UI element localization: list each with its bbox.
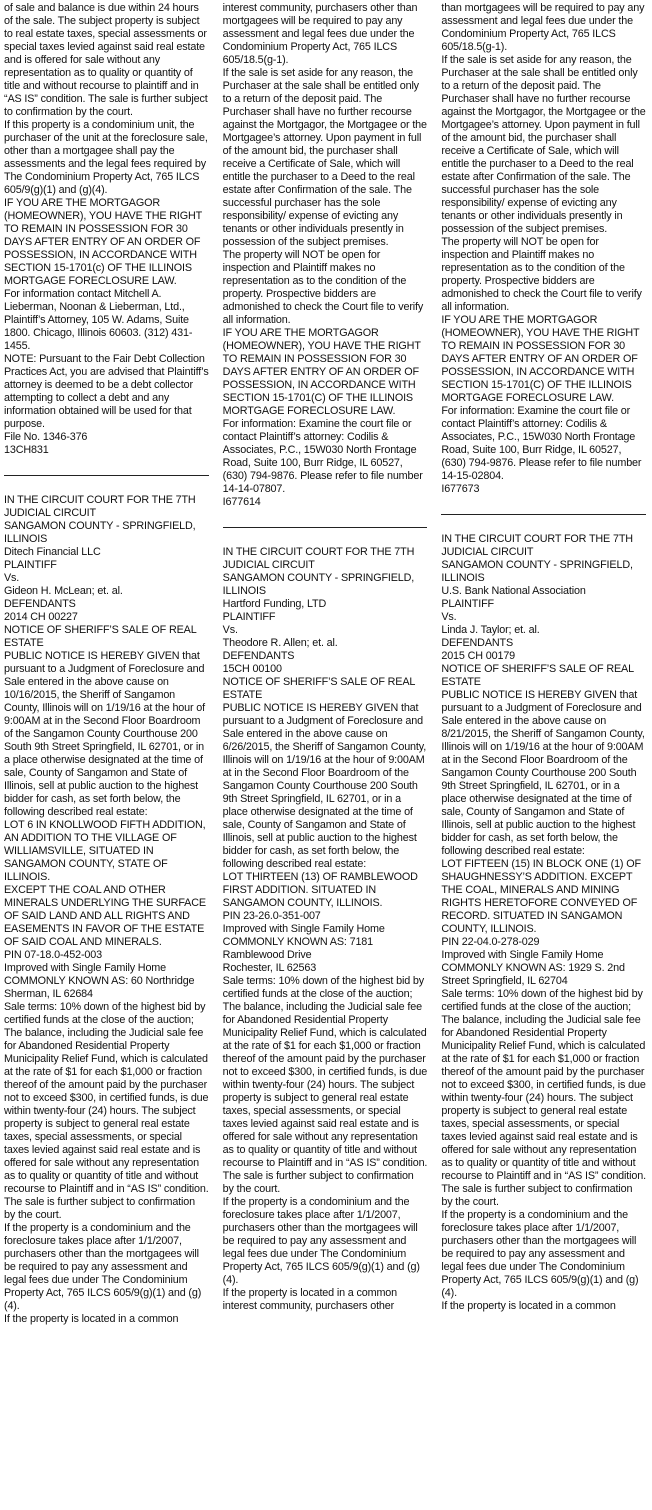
notice-paragraph: The property will NOT be open for inspection and Plaintiff makes no representation as to the condition of the property. Prospective bidders are admonished to check the Court file to verify all information.	[222, 249, 426, 326]
notice-paragraph: IN THE CIRCUIT COURT FOR THE 7TH JUDICIAL CIRCUIT	[4, 494, 199, 519]
notice-paragraph: If the property is a condominium and the foreclosure takes place after 1/1/2007, purchasers other than the mortgagees will be required to pay any assessment and legal fees due under The Condominium Property Act, 765 ILCS 605/9(g)(1) and (g)(4).	[222, 1196, 421, 1286]
notice-paragraph: Sale terms: 10% down of the highest bid by certified funds at the close of the auction; The balance, including the Judicial sale fee for Abandoned Residential Property Municipality Relief Fund, which is calculated at the rate of $1 for each $1,000 or fraction thereof of the amount paid by the purchaser not to exceed $300, in certified funds, is due within twenty-four (24) hours. The subject property is subject to general real estate taxes, special assessments, or special taxes levied against said real estate and is offered for sale without any representation as to quality or quantity of title and without recourse to Plaintiff and in “AS IS” condition. The sale is further subject to confirmation by the court.	[441, 988, 649, 1208]
notice-paragraph: Vs.	[4, 572, 20, 584]
legal-notice	[441, 2, 649, 496]
notice-paragraph: IF YOU ARE THE MORTGAGOR (HOMEOWNER), YOU HAVE THE RIGHT TO REMAIN IN POSSESSION FOR 30 DAYS AFTER ENTRY OF AN ORDER OF POSSESSION, IN ACCORDANCE WITH SECTION 15-1701(c) OF THE ILLINOIS MORTGAGE FORECLOSURE LAW.	[4, 197, 205, 287]
notice-paragraph: Sale terms: 10% down of the highest bid by certified funds at the close of the auction; The balance, including the Judicial sale fee for Abandoned Residential Property Municipality Relief Fund, which is calculated at the rate of $1 for each $1,000 or fraction thereof of the amount paid by the purchaser not to exceed $300, in certified funds, is due within twenty-four (24) hours. The subject property is subject to general real estate taxes, special assessments, or special taxes levied against said real estate and is offered for sale without any representation as to quality or quantity of title and without recourse to Plaintiff and in “AS IS” condition. The sale is further subject to confirmation by the court.	[4, 1001, 212, 1221]
notice-paragraph: COMMONLY KNOWN AS: 1929 S. 2nd Street Springfield, IL 62704	[441, 962, 628, 987]
notice-paragraph: For information: Examine the court file or contact Plaintiff’s attorney: Codilis & Associates, P.C., 15W030 North Frontage Road, Suite 100, Burr Ridge, IL 60527, (630) 794-9876. Please refer to file number 14-14-07807.	[222, 418, 426, 495]
notice-paragraph: If the sale is set aside for any reason, the Purchaser at the sale shall be entitled only to a return of the deposit paid. The Purchaser shall have no further recourse against the Mortgagor, the Mortgagee or the Mortgagee’s attorney. Upon payment in full of the amount bid, the purchaser shall receive a Certificate of Sale, which will entitle the purchaser to a Deed to the real estate after Confirmation of the sale. The successful purchaser has the sole responsibility/ expense of evicting any tenants or other individuals presently in possession of the subject premises.	[222, 67, 430, 248]
notice-paragraph: 2015 CH 00179	[441, 650, 516, 662]
notice-paragraph: Ditech Financial LLC	[4, 546, 101, 558]
notice-paragraph: IF YOU ARE THE MORTGAGOR (HOMEOWNER), YOU HAVE THE RIGHT TO REMAIN IN POSSESSION FOR 30 DAYS AFTER ENTRY OF AN ORDER OF POSSESSION, IN ACCORDANCE WITH SECTION 15-1701(C) OF THE ILLINOIS MORTGAGE FORECLOSURE LAW.	[441, 314, 642, 404]
notice-paragraph: Rochester, IL 62563	[222, 962, 317, 974]
notice-paragraph: DEFENDANTS	[4, 598, 76, 610]
notice-paragraph: PLAINTIFF	[4, 559, 57, 571]
notice-paragraph: LOT THIRTEEN (13) OF RAMBLEWOOD FIRST ADDITION. SITUATED IN SANGAMON COUNTY, ILLINOIS.	[222, 871, 421, 909]
notice-paragraph: COMMONLY KNOWN AS: 7181 Ramblewood Drive	[222, 936, 376, 961]
notice-paragraph: If the property is a condominium and the foreclosure takes place after 1/1/2007, purchasers other than the mortgagees will be required to pay any assessment and legal fees due under The Condominium Property Act, 765 ILCS 605/9(g)(1) and (g)(4).	[4, 1222, 202, 1312]
text-column	[223, 2, 428, 1510]
notice-paragraph: NOTICE OF SHERIFF’S SALE OF REAL ESTATE	[4, 624, 200, 649]
notice-paragraph: PIN 22-04.0-278-029	[441, 936, 540, 948]
notice-paragraph: LOT FIFTEEN (15) IN BLOCK ONE (1) OF SHAUGHNESSY’S ADDITION. EXCEPT THE COAL, MINERALS AND MINING RIGHTS HERETOFORE CONVEYED OF RECORD. SITUATED IN SANGAMON COUNTY, ILLINOIS.	[441, 858, 644, 935]
notice-paragraph: PUBLIC NOTICE IS HEREBY GIVEN that pursuant to a Judgment of Foreclosure and Sale entered in the above cause on 10/16/2015, the Sheriff of Sangamon County, Illinois will on 1/19/16 at the hour of 9:00AM at in the Second Floor Boardroom of the Sangamon County Courthouse 200 South 9th Street Springfield, IL 62701, or in a place otherwise designated at the time of sale, County of Sangamon and State of Illinois, sell at public auction to the highest bidder for cash, as set forth below, the following described real estate:	[4, 650, 208, 818]
notice-paragraph: Improved with Single Family Home	[222, 923, 385, 935]
notice-paragraph: of sale and balance is due within 24 hours of the sale. The subject property is subject to real estate taxes, special assessments or special taxes levied against said real estate and is offered for sale without any representation as to quality or quantity of title and without recourse to plaintiff and in “AS IS” condition. The sale is further subject to confirmation by the court.	[4, 2, 211, 118]
notice-paragraph: SANGAMON COUNTY - SPRINGFIELD, ILLINOIS	[222, 572, 417, 597]
notice-paragraph: Linda J. Taylor; et. al.	[441, 624, 540, 636]
legal-notice	[441, 533, 649, 1313]
legal-notice	[4, 494, 212, 1326]
notice-divider	[4, 475, 209, 476]
notice-paragraph: IF YOU ARE THE MORTGAGOR (HOMEOWNER), YOU HAVE THE RIGHT TO REMAIN IN POSSESSION FOR 30 DAYS AFTER ENTRY OF AN ORDER OF POSSESSION, IN ACCORDANCE WITH SECTION 15-1701(C) OF THE ILLINOIS MORTGAGE FORECLOSURE LAW.	[222, 327, 424, 417]
text-column	[441, 2, 649, 1510]
notice-paragraph: PIN 07-18.0-452-003	[4, 949, 102, 961]
notice-paragraph: 2014 CH 00227	[4, 611, 78, 623]
notice-paragraph: I677673	[441, 483, 480, 495]
notice-paragraph: If the sale is set aside for any reason, the Purchaser at the sale shall be entitled only to a return of the deposit paid. The Purchaser shall have no further recourse against the Mortgagor, the Mortgagee or the Mortgagee’s attorney. Upon payment in full of the amount bid, the purchaser shall receive a Certificate of Sale, which will entitle the purchaser to a Deed to the real estate after Confirmation of the sale. The successful purchaser has the sole responsibility/ expense of evicting any tenants or other individuals presently in possession of the subject premises.	[441, 54, 649, 235]
notice-paragraph: DEFENDANTS	[222, 650, 295, 662]
notice-paragraph: If this property is a condominium unit, the purchaser of the unit at the foreclosure sale, other than a mortgagee shall pay the assessments and the legal fees required by The Condominium Property Act, 765 ILCS 605/9(g)(1) and (g)(4).	[4, 119, 211, 196]
notice-paragraph: PIN 23-26.0-351-007	[222, 910, 321, 922]
legal-notice	[4, 2, 212, 457]
notice-paragraph: If the property is located in a common	[4, 1313, 179, 1325]
notice-paragraph: interest community, purchasers other than mortgagees will be required to pay any assessment and legal fees due under the Condominium Property Act, 765 ILCS 605/18.5(g-1).	[222, 2, 421, 66]
legal-notice	[223, 2, 428, 509]
notice-paragraph: If the property is located in a common interest community, purchasers other	[222, 1287, 400, 1312]
notice-paragraph: Vs.	[222, 624, 238, 636]
notice-paragraph: The property will NOT be open for inspection and Plaintiff makes no representation as to the condition of the property. Prospective bidders are admonished to check the Court file to verify all information.	[441, 236, 645, 313]
text-column	[4, 2, 212, 1510]
notice-paragraph: IN THE CIRCUIT COURT FOR THE 7TH JUDICIAL CIRCUIT	[222, 546, 418, 571]
notice-paragraph: PUBLIC NOTICE IS HEREBY GIVEN that pursuant to a Judgment of Foreclosure and Sale entered in the above cause on 6/26/2015, the Sheriff of Sangamon County, Illinois will on 1/19/16 at the hour of 9:00AM at in the Second Floor Boardroom of the Sangamon County Courthouse 200 South 9th Street Springfield, IL 62701, or in a place otherwise designated at the time of sale, County of Sangamon and State of Illinois, sell at public auction to the highest bidder for cash, as set forth below, the following described real estate:	[222, 702, 429, 870]
notice-paragraph: If the property is located in a common	[441, 1300, 616, 1312]
notice-paragraph: I677614	[222, 496, 261, 508]
notice-paragraph: Improved with Single Family Home	[4, 962, 167, 974]
notice-paragraph: PLAINTIFF	[441, 598, 494, 610]
notice-divider	[441, 514, 646, 515]
notice-paragraph: NOTICE OF SHERIFF’S SALE OF REAL ESTATE	[441, 663, 637, 688]
notice-paragraph: If the property is a condominium and the foreclosure takes place after 1/1/2007, purchasers other than the mortgagees will be required to pay any assessment and legal fees due under The Condominium Property Act, 765 ILCS 605/9(g)(1) and (g)(4).	[441, 1209, 640, 1299]
notice-paragraph: NOTE: Pursuant to the Fair Debt Collection Practices Act, you are advised that Plaintiff’s attorney is deemed to be a debt collector attempting to collect a debt and any information obtained will be used for that purpose.	[4, 353, 212, 430]
notice-paragraph: Improved with Single Family Home	[441, 949, 604, 961]
notice-paragraph: DEFENDANTS	[441, 637, 514, 649]
notice-paragraph: EXCEPT THE COAL AND OTHER MINERALS UNDERLYING THE SURFACE OF SAID LAND AND ALL RIGHTS AND EASEMENTS IN FAVOR OF THE ESTATE OF SAID COAL AND MINERALS.	[4, 884, 209, 948]
legal-notice	[223, 546, 428, 1313]
notice-paragraph: For information contact Mitchell A. Lieberman, Noonan & Lieberman, Ltd., Plaintiff’s Attorney, 105 W. Adams, Suite 1800. Chicago, Illinois 60603. (312) 431-1455.	[4, 288, 193, 352]
notice-paragraph: IN THE CIRCUIT COURT FOR THE 7TH JUDICIAL CIRCUIT	[441, 533, 636, 558]
notice-paragraph: Vs.	[441, 611, 457, 623]
notice-paragraph: U.S. Bank National Association	[441, 585, 586, 597]
notice-paragraph: Sale terms: 10% down of the highest bid by certified funds at the close of the auction; The balance, including the Judicial sale fee for Abandoned Residential Property Municipality Relief Fund, which is calculated at the rate of $1 for each $1,000 or fraction thereof of the amount paid by the purchaser not to exceed $300, in certified funds, is due within twenty-four (24) hours. The subject property is subject to general real estate taxes, special assessments, or special taxes levied against said real estate and is offered for sale without any representation as to quality or quantity of title and without recourse to Plaintiff and in “AS IS” condition. The sale is further subject to confirmation by the court.	[222, 975, 430, 1195]
notice-paragraph: For information: Examine the court file or contact Plaintiff’s attorney: Codilis & Associates, P.C., 15W030 North Frontage Road, Suite 100, Burr Ridge, IL 60527, (630) 794-9876. Please refer to file number 14-15-02804.	[441, 405, 645, 482]
notice-paragraph: 15CH 00100	[222, 663, 282, 675]
notice-paragraph: Hartford Funding, LTD	[222, 598, 327, 610]
notice-paragraph: COMMONLY KNOWN AS: 60 Northridge Sherman, IL 62684	[4, 975, 198, 1000]
notice-paragraph: Gideon H. McLean; et. al.	[4, 585, 123, 597]
notice-divider	[223, 527, 428, 528]
notice-paragraph: SANGAMON COUNTY - SPRINGFIELD, ILLINOIS	[441, 559, 636, 584]
notice-paragraph: PLAINTIFF	[222, 611, 276, 623]
notice-paragraph: SANGAMON COUNTY - SPRINGFIELD, ILLINOIS	[4, 520, 199, 545]
notice-paragraph: File No. 1346-376	[4, 431, 88, 443]
notice-paragraph: NOTICE OF SHERIFF’S SALE OF REAL ESTATE	[222, 676, 418, 701]
notice-paragraph: PUBLIC NOTICE IS HEREBY GIVEN that pursuant to a Judgment of Foreclosure and Sale entered in the above cause on 8/21/2015, the Sheriff of Sangamon County, Illinois will on 1/19/16 at the hour of 9:00AM at in the Second Floor Boardroom of the Sangamon County Courthouse 200 South 9th Street Springfield, IL 62701, or in a place otherwise designated at the time of sale, County of Sangamon and State of Illinois, sell at public auction to the highest bidder for cash, as set forth below, the following described real estate:	[441, 689, 648, 857]
notice-paragraph: LOT 6 IN KNOLLWOOD FIFTH ADDITION, AN ADDITION TO THE VILLAGE OF WILLIAMSVILLE, SITUATED IN SANGAMON COUNTY, STATE OF ILLINOIS.	[4, 819, 208, 883]
notice-paragraph: than mortgagees will be required to pay any assessment and legal fees due under the Condominium Property Act, 765 ILCS 605/18.5(g-1).	[441, 2, 648, 53]
notice-paragraph: 13CH831	[4, 444, 49, 456]
notice-paragraph: Theodore R. Allen; et. al.	[222, 637, 338, 649]
